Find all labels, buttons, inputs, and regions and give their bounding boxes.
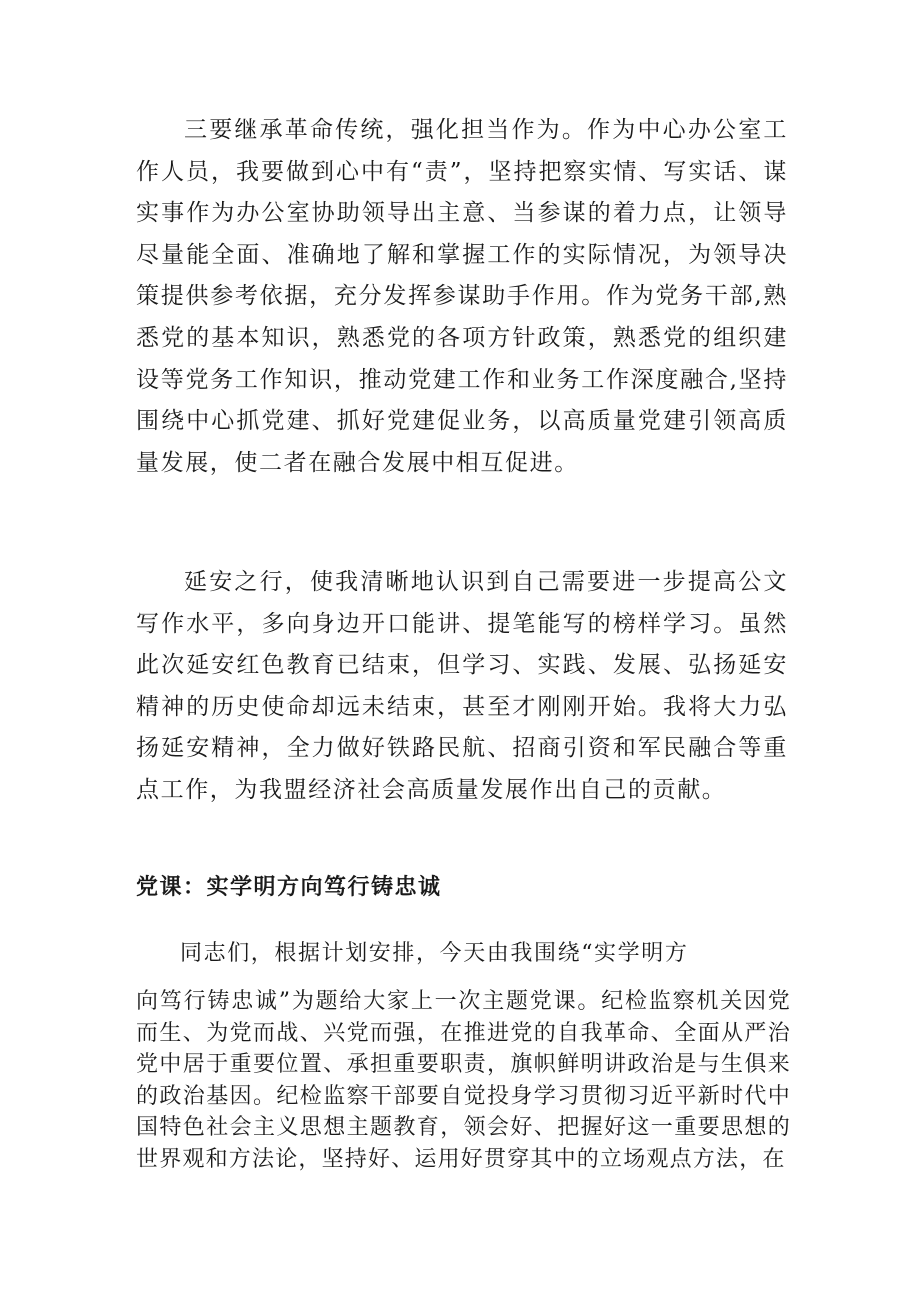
lecture-intro-line: 同志们，根据计划安排，今天由我围绕“实学明方 — [180, 941, 689, 966]
section-heading: 党课：实学明方向笃行铸忠诚 — [136, 875, 442, 900]
body-paragraph-yanan-trip: 延安之行，使我清晰地认识到自己需要进一步提高公文写作水平，多向身边开口能讲、提笔能写的榜样学习。虽然此次延安红色教育已结束，但学习、实践、发展、弘扬延安精神的历史使命却远未结束，甚至才刚刚开始。我将大力弘扬延安精神，全力做好铁路民航、招商引资和军民融合等重点工作，为我盟经济社会高质量发展作出自己的贡献。 — [136, 569, 788, 803]
lecture-body-paragraph: 向笃行铸忠诚”为题给大家上一次主题党课。纪检监察机关因党而生、为党而战、兴党而强，在推进党的自我革命、全面从严治党中居于重要位置、承担重要职责，旗帜鲜明讲政治是与生俱来的政治基因。纪检监察干部要自觉投身学习贯彻习近平新时代中国特色社会主义思想主题教育，领会好、把握好这一重要思想的世界观和方法论，坚持好、运用好贯穿其中的立场观点方法，在 — [136, 989, 791, 1172]
body-paragraph-inheriting-revolutionary-tradition: 三要继承革命传统，强化担当作为。作为中心办公室工作人员，我要做到心中有“责”，坚持把察实情、写实话、谋实事作为办公室协助领导出主意、当参谋的着力点，让领导尽量能全面、准确地了解和掌握工作的实际情况，为领导决策提供参考依据，充分发挥参谋助手作用。作为党务干部,熟悉党的基本知识，熟悉党的各项方针政策，熟悉党的组织建设等党务工作知识，推动党建工作和业务工作深度融合,坚持围绕中心抓党建、抓好党建促业务，以高质量党建引领高质量发展，使二者在融合发展中相互促进。 — [136, 117, 788, 476]
